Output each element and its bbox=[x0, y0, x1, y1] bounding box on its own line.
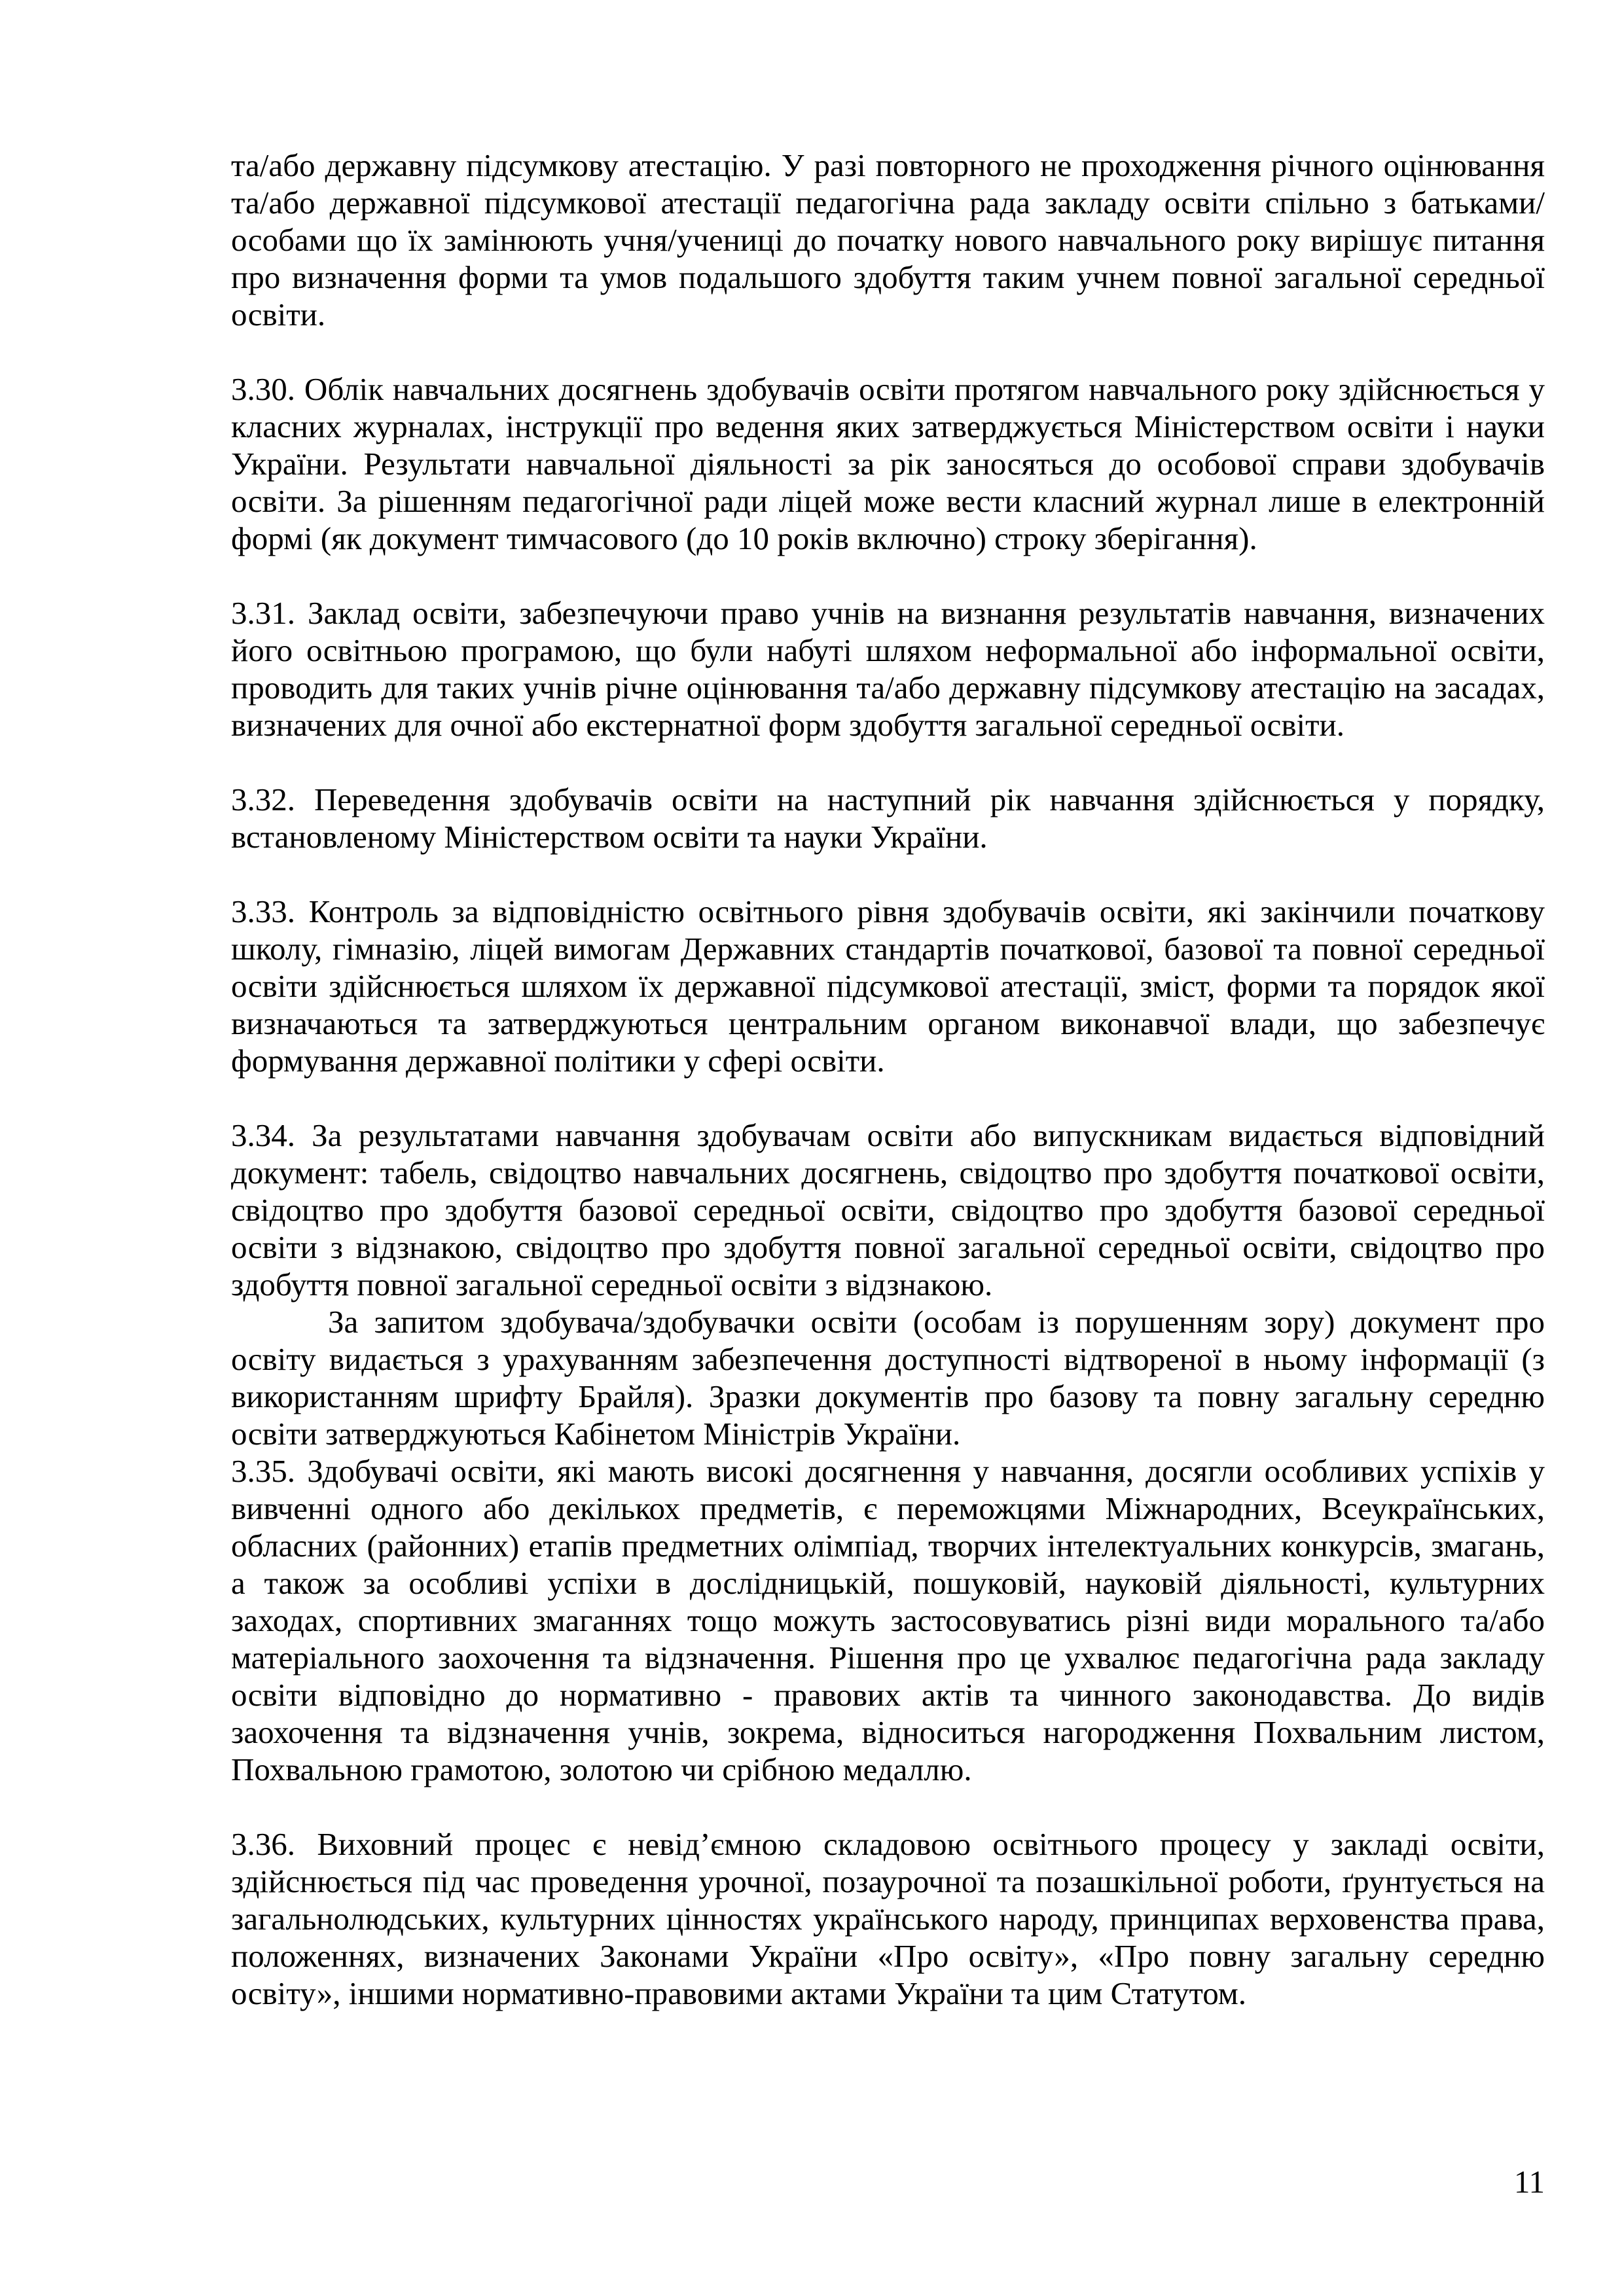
paragraph-3-35: 3.35. Здобувачі освіти, які мають високі досягнення у навчання, досягли особливих успіхів у вивченні одного або декількох предметів, є переможцями Міжнародних, Всеукраїнських, обласних (районних) етапів предметних олімпіад, творчих інтелектуальних конкурсів, змагань, а також за особливі успіхи в дослідницькій, пошуковій, науковій діяльності, культурних заходах, спортивних змаганнях тощо можуть застосовуватись різні види морального та/або матеріального заохочення та відзначення. Рішення про це ухвалює педагогічна рада закладу освіти відповідно до нормативно - правових актів та чинного законодавства. До видів заохочення та відзначення учнів, зокрема, відноситься нагородження Похвальним листом, Похвальною грамотою, золотою чи срібною медаллю. bbox=[231, 1453, 1545, 1787]
paragraph-3-32: 3.32. Переведення здобувачів освіти на наступний рік навчання здійснюється у порядку, встановленому Міністерством освіти та науки України. bbox=[231, 781, 1545, 855]
paragraph-3-30: 3.30. Облік навчальних досягнень здобувачів освіти протягом навчального року здійснюється у класних журналах, інструкції про ведення яких затверджується Міністерством освіти і науки України. Результати навчальної діяльності за рік заносяться до особової справи здобувачів освіти. За рішенням педагогічної ради ліцей може вести класний журнал лише в електронній формі (як документ тимчасового (до 10 років включно) строку зберігання). bbox=[231, 371, 1545, 556]
page-number: 11 bbox=[1513, 2164, 1545, 2200]
paragraph-3-31: 3.31. Заклад освіти, забезпечуючи право учнів на визнання результатів навчання, визначених його освітньою програмою, що були набуті шляхом неформальної або інформальної освіти, проводить для таких учнів річне оцінювання та/або державну підсумкову атестацію на засадах, визначених для очної або екстернатної форм здобуття загальної середньої освіти. bbox=[231, 595, 1545, 743]
paragraph-3-34-note: За запитом здобувача/здобувачки освіти (особам із порушенням зору) документ про освіту видається з урахуванням забезпечення доступності відтвореної в ньому інформації (з використанням шрифту Брайля). Зразки документів про базову та повну загальну середню освіти затверджуються Кабінетом Міністрів України. bbox=[231, 1304, 1545, 1452]
paragraph-3-33: 3.33. Контроль за відповідністю освітнього рівня здобувачів освіти, які закінчили початкову школу, гімназію, ліцей вимогам Державних стандартів початкової, базової та повної середньої освіти здійснюється шляхом їх державної підсумкової атестації, зміст, форми та порядок якої визначаються та затверджуються центральним органом виконавчої влади, що забезпечує формування державної політики у сфері освіти. bbox=[231, 893, 1545, 1079]
text-block bbox=[231, 147, 1545, 2012]
paragraph-3-34: 3.34. За результатами навчання здобувачам освіти або випускникам видається відповідний документ: табель, свідоцтво навчальних досягнень, свідоцтво про здобуття початкової освіти, свідоцтво про здобуття базової середньої освіти, свідоцтво про здобуття базової середньої освіти з відзнакою, свідоцтво про здобуття повної загальної середньої освіти, свідоцтво про здобуття повної загальної середньої освіти з відзнакою. bbox=[231, 1117, 1545, 1302]
paragraph-3-36: 3.36. Виховний процес є невід’ємною складовою освітнього процесу у закладі освіти, здійснюється під час проведення урочної, позаурочної та позашкільної роботи, ґрунтується на загальнолюдських, культурних цінностях українського народу, принципах верховенства права, положеннях, визначених Законами України «Про освіту», «Про повну загальну середню освіту», іншими нормативно-правовими актами України та цим Статутом. bbox=[231, 1826, 1545, 2011]
paragraph-continuation: та/або державну підсумкову атестацію. У разі повторного не проходження річного оцінювання та/або державної підсумкової атестації педагогічна рада закладу освіти спільно з батьками/особами що їх замінюють учня/учениці до початку нового навчального року вирішує питання про визначення форми та умов подальшого здобуття таким учнем повної загальної середньої освіти. bbox=[231, 147, 1545, 332]
